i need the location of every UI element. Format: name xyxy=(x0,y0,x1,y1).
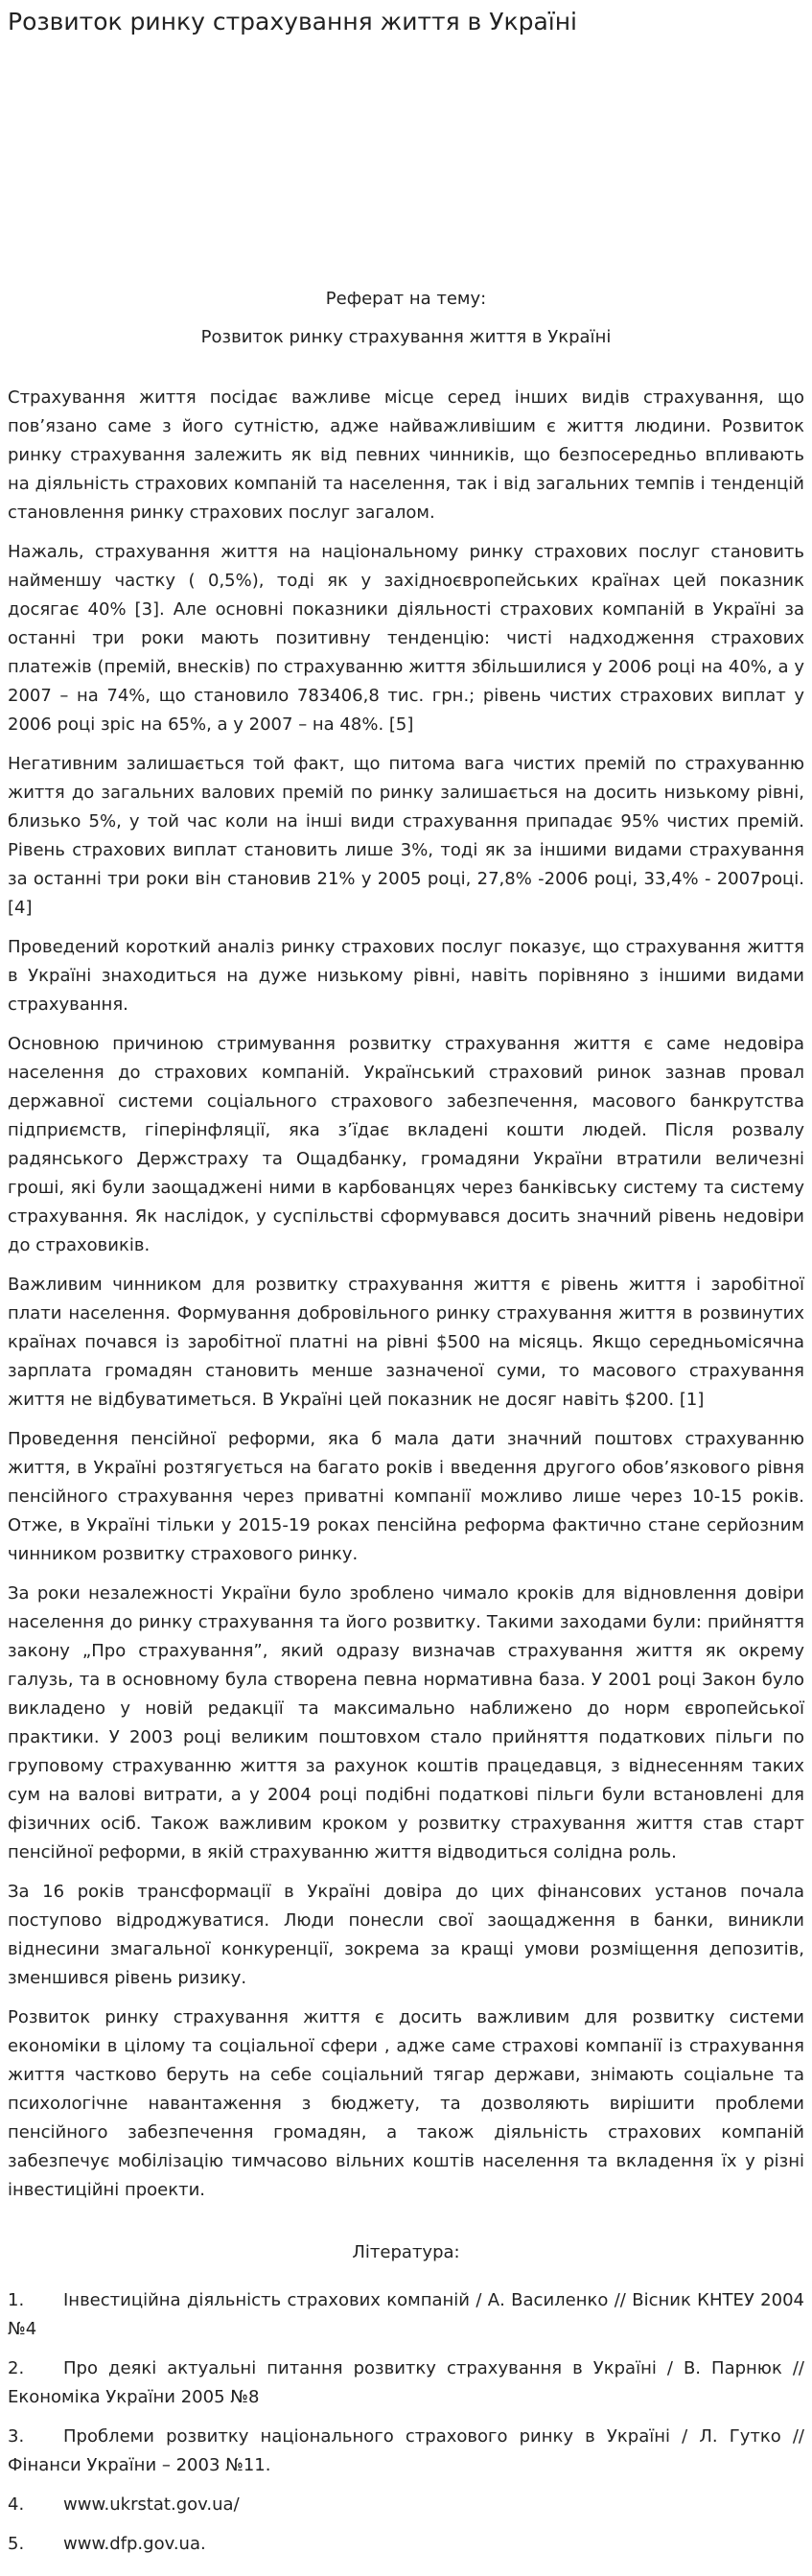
reference-item xyxy=(8,2530,804,2559)
references-list xyxy=(8,2286,804,2559)
reference-item xyxy=(8,2491,804,2519)
reference-text: Інвестиційна діяльність страхових компаній / А. Василенко // Вісник КНТЕУ 2004 №4 xyxy=(8,2290,804,2339)
reference-number: 5. xyxy=(8,2534,25,2554)
reference-text: www.dfp.gov.ua. xyxy=(63,2534,206,2554)
paragraph: Страхування життя посідає важливе місце серед інших видів страхування, що пов’язано саме з його сутністю, адже найважливішим є життя людини. Розвиток ринку страхування залежить як від певних чинників, що безпосередньо впливають на діяльність страхових компаній та населення, так і від загальних темпів і тенденцій становлення ринку страхових послуг загалом. xyxy=(8,387,804,523)
reference-number: 2. xyxy=(8,2358,25,2378)
reference-item xyxy=(8,2286,804,2344)
reference-item xyxy=(8,2423,804,2480)
cover-line-essay: Реферат на тему: xyxy=(325,289,487,309)
paragraph: Проведений короткий аналіз ринку страхових послуг показує, що страхування життя в Україні знаходиться на дуже низькому рівні, навіть порівняно з іншими видами страхування. xyxy=(8,937,804,1015)
paragraph: Основною причиною стримування розвитку страхування життя є саме недовіра населення до страхових компаній. Український страховий ринок зазнав провал державної системи соціального страхового забезпечення, масового банкрутства підприємств, гіперінфляції, яка з’їдає вкладені кошти людей. Після розвалу радянського Держстраху та Ощадбанку, громадяни України втратили величезні гроші, які були заощаджені ними в карбованцях через банківську систему та систему страхування. Як наслідок, у суспільстві сформувався досить значний рівень недовіри до страховиків. xyxy=(8,1034,804,1255)
reference-text: Про деякі актуальні питання розвитку страхування в Україні / В. Парнюк // Економіка України 2005 №8 xyxy=(8,2358,804,2407)
paragraph: Проведення пенсійної реформи, яка б мала дати значний поштовх страхуванню життя, в Україні розтягується на багато років і введення другого обов’язкового рівня пенсійного страхування через приватні компанії можливо лише через 10-15 років. Отже, в Україні тільки у 2015-19 роках пенсійна реформа фактично стане серйозним чинником розвитку страхового ринку. xyxy=(8,1429,804,1564)
paragraph: Важливим чинником для розвитку страхування життя є рівень життя і заробітної плати населення. Формування добровільного ринку страхування життя в розвинутих країнах почався із заробітної платні на рівні $500 на місяць. Якщо середньомісячна зарплата громадян становить менше зазначеної суми, то масового страхування життя не відбуватиметься. В Україні цей показник не досяг навіть $200. [1] xyxy=(8,1275,804,1410)
reference-text: www.ukrstat.gov.ua/ xyxy=(63,2494,240,2515)
reference-number: 3. xyxy=(8,2426,25,2447)
paragraph: Розвиток ринку страхування життя є досить важливим для розвитку системи економіки в цілому та соціальної сфери , адже саме страхові компанії із страхування життя частково беруть на себе соціальний тягар держави, знімають соціальне та психологічне навантаження з бюджету, та дозволяють вирішити проблеми пенсійного забезпечення громадян, а також діяльність страхових компаній забезпечує мобілізацію тимчасово вільних коштів населення та вкладення їх у різні інвестиційні проекти. xyxy=(8,2007,804,2200)
reference-number: 4. xyxy=(8,2494,25,2515)
paragraph: Негативним залишається той факт, що питома вага чистих премій по страхуванню життя до загальних валових премій по ринку залишається на досить низькому рівні, близько 5%, у той час коли на інші види страхування припадає 95% чистих премій. Рівень страхових виплат становить лише 3%, тоді як за іншими видами страхування за останні три роки він становив 21% у 2005 році, 27,8% -2006 році, 33,4% - 2007році. [4] xyxy=(8,754,804,918)
references-heading: Література: xyxy=(352,2242,460,2262)
body-text xyxy=(8,384,804,2205)
reference-item xyxy=(8,2354,804,2412)
cover-block xyxy=(8,285,804,352)
reference-number: 1. xyxy=(8,2290,25,2310)
paragraph: Нажаль, страхування життя на національному ринку страхових послуг становить найменшу частку ( 0,5%), тоді як у західноєвропейських країнах цей показник досягає 40% [3]. Але основні показники діяльності страхових компаній в Україні за останні три роки мають позитивну тенденцію: чисті надходження страхових платежів (премій, внесків) по страхуванню життя збільшилися у 2006 році на 40%, а у 2007 – на 74%, що становило 783406,8 тис. грн.; рівень чистих страхових виплат у 2006 році зріс на 65%, а у 2007 – на 48%. [5] xyxy=(8,542,804,735)
paragraph: За 16 років трансформації в Україні довіра до цих фінансових установ почала поступово відроджуватися. Люди понесли свої заощадження в банки, виникли віднесини змагальної конкуренції, зокрема за кращі умови розміщення депозитів, зменшився рівень ризику. xyxy=(8,1882,804,1988)
cover-line-topic: Розвиток ринку страхування життя в Україні xyxy=(200,327,612,347)
paragraph: За роки незалежності України було зроблено чимало кроків для відновлення довіри населення до ринку страхування та його розвитку. Такими заходами були: прийняття закону „Про страхування”, який одразу визначав страхування життя як окрему галузь, та в основному була створена певна нормативна база. У 2001 році Закон було викладено у новій редакції та максимально наближено до норм європейської практики. У 2003 році великим поштовхом стало прийняття податкових пільги по груповому страхуванню життя за рахунок коштів працедавця, з віднесенням таких сум на валові витрати, а у 2004 році подібні податкові пільги були встановлені для фізичних осіб. Також важливим кроком у розвитку страхування життя став старт пенсійної реформи, в якій страхуванню життя відводиться солідна роль. xyxy=(8,1583,804,1862)
document-title: Розвиток ринку страхування життя в Україні xyxy=(8,8,577,35)
reference-text: Проблеми розвитку національного страхового ринку в Україні / Л. Гутко // Фінанси України – 2003 №11. xyxy=(8,2426,804,2475)
